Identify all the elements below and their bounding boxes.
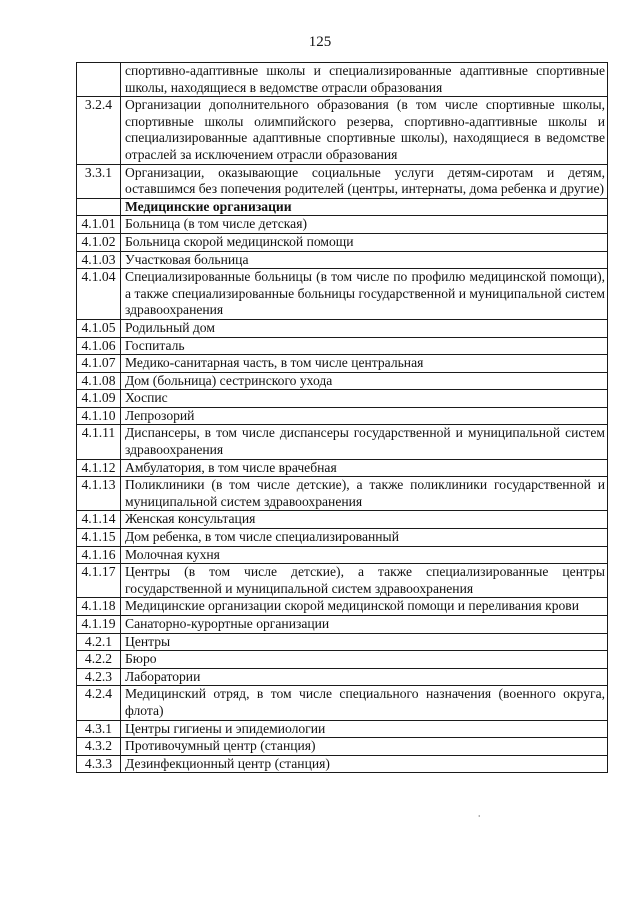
table-row [77,319,608,337]
row-code: 4.1.08 [77,372,121,390]
table-row [77,598,608,616]
row-description: Лаборатории [121,668,608,686]
row-code: 4.2.1 [77,633,121,651]
page-number: 125 [308,34,332,50]
row-description: Диспансеры, в том числе диспансеры государственной и муниципальной систем здравоохранения [121,425,608,459]
row-code: 4.3.1 [77,720,121,738]
classification-table [76,62,608,773]
table-row [77,720,608,738]
row-code: 4.1.16 [77,546,121,564]
table-row [77,390,608,408]
row-code: 4.1.05 [77,319,121,337]
table-row [77,198,608,216]
row-code: 4.1.07 [77,355,121,373]
table-row [77,269,608,320]
row-code: 4.1.13 [77,477,121,511]
row-description: Хоспис [121,390,608,408]
section-heading: Медицинские организации [121,198,608,216]
row-description: Больница скорой медицинской помощи [121,233,608,251]
table-row [77,164,608,198]
row-description: Участковая больница [121,251,608,269]
row-code: 4.2.4 [77,686,121,720]
row-description: Дезинфекционный центр (станция) [121,755,608,773]
table-row [77,529,608,547]
table-row [77,216,608,234]
row-code: 4.1.03 [77,251,121,269]
row-code: 3.2.4 [77,97,121,164]
table-row [77,755,608,773]
row-code: 4.1.02 [77,233,121,251]
row-code: 4.1.15 [77,529,121,547]
row-description: Амбулатория, в том числе врачебная [121,459,608,477]
row-code: 4.1.10 [77,407,121,425]
table-row [77,63,608,97]
row-code: 4.3.2 [77,738,121,756]
row-code: 4.1.04 [77,269,121,320]
row-description: Центры гигиены и эпидемиологии [121,720,608,738]
row-description: Поликлиники (в том числе детские), а также поликлиники государственной и муниципальной систем здравоохранения [121,477,608,511]
row-description: Центры [121,633,608,651]
table-row [77,97,608,164]
row-description: Лепрозорий [121,407,608,425]
row-code: 4.1.17 [77,564,121,598]
row-description: Госпиталь [121,337,608,355]
table-row [77,546,608,564]
row-description: Организации дополнительного образования (в том числе спортивные школы, спортивные школы олимпийского резерва, спортивно-адаптивные школы и специализированные адаптивные спортивные школы), находящиеся в ведомстве отраслей за исключением отрасли образования [121,97,608,164]
row-description: Дом ребенка, в том числе специализированный [121,529,608,547]
row-code [77,198,121,216]
table-row [77,337,608,355]
row-code: 4.1.12 [77,459,121,477]
table-row [77,738,608,756]
table-row [77,564,608,598]
table-row [77,355,608,373]
table-row [77,651,608,669]
row-description: Родильный дом [121,319,608,337]
row-code: 3.3.1 [77,164,121,198]
row-code: 4.1.14 [77,511,121,529]
table-row [77,407,608,425]
row-description: спортивно-адаптивные школы и специализированные адаптивные спортивные школы, находящиеся в ведомстве отрасли образования [121,63,608,97]
table-row [77,668,608,686]
row-description: Женская консультация [121,511,608,529]
row-code: 4.2.3 [77,668,121,686]
scan-speck: ⸱ [478,811,481,821]
table-row [77,425,608,459]
table-row [77,616,608,634]
row-description: Медико-санитарная часть, в том числе центральная [121,355,608,373]
row-description: Организации, оказывающие социальные услуги детям-сиротам и детям, оставшимся без попечения родителей (центры, интернаты, дома ребенка и другие) [121,164,608,198]
row-description: Бюро [121,651,608,669]
row-description: Молочная кухня [121,546,608,564]
table-row [77,633,608,651]
row-description: Центры (в том числе детские), а также специализированные центры государственной и муниципальной систем здравоохранения [121,564,608,598]
row-code: 4.1.06 [77,337,121,355]
table-row [77,686,608,720]
row-code: 4.1.19 [77,616,121,634]
row-description: Больница (в том числе детская) [121,216,608,234]
row-code [77,63,121,97]
table-row [77,233,608,251]
row-code: 4.2.2 [77,651,121,669]
row-description: Медицинские организации скорой медицинской помощи и переливания крови [121,598,608,616]
table-body [77,63,608,773]
row-code: 4.1.11 [77,425,121,459]
row-description: Противочумный центр (станция) [121,738,608,756]
row-code: 4.1.01 [77,216,121,234]
row-description: Дом (больница) сестринского ухода [121,372,608,390]
row-description: Санаторно-курортные организации [121,616,608,634]
row-description: Специализированные больницы (в том числе по профилю медицинской помощи), а также специализированные больницы государственной и муниципальной систем здравоохранения [121,269,608,320]
table-row [77,372,608,390]
table-row [77,477,608,511]
row-description: Медицинский отряд, в том числе специального назначения (военного округа, флота) [121,686,608,720]
row-code: 4.1.18 [77,598,121,616]
row-code: 4.3.3 [77,755,121,773]
table-row [77,251,608,269]
table-row [77,459,608,477]
table-row [77,511,608,529]
row-code: 4.1.09 [77,390,121,408]
